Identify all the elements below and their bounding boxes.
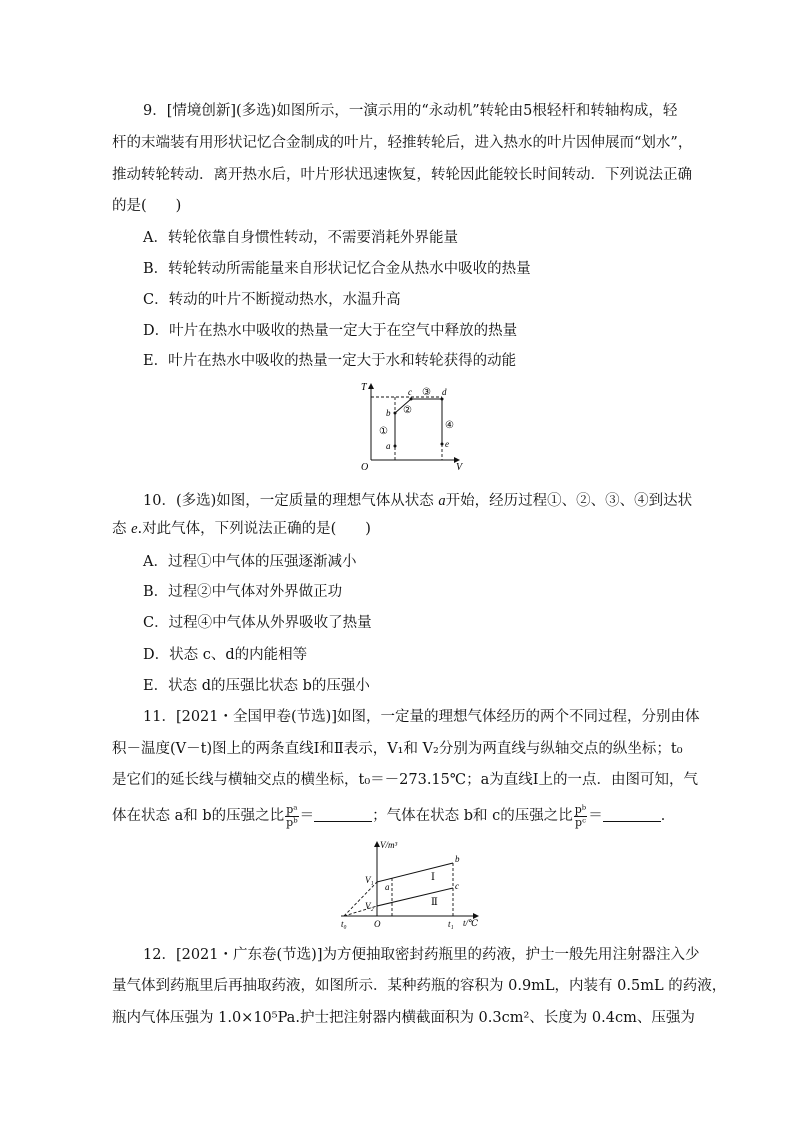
q10-line-1: 10．(多选)如图，一定质量的理想气体从状态 a开始，经历过程①、②、③、④到达状 xyxy=(143,493,693,509)
q11-line-3: 是它们的延长线与横轴交点的横坐标，t₀＝－273.15℃；a为直线Ⅰ上的一点．由图可知，气 xyxy=(112,772,698,788)
answer-blank-2[interactable] xyxy=(603,807,661,822)
q9-line-4: 的是( ) xyxy=(112,198,182,214)
q10-option-a: A．过程①中气体的压强逐渐减小 xyxy=(143,554,357,570)
label-point-c: c xyxy=(455,881,459,891)
label-process-1: ① xyxy=(379,426,388,437)
label-line-II: Ⅱ xyxy=(431,897,438,908)
q9-option-d: D．叶片在热水中吸收的热量一定大于在空气中释放的热量 xyxy=(143,323,518,339)
axis-label-t: T xyxy=(361,382,367,393)
q10-option-e: E．状态 d的压强比状态 b的压强小 xyxy=(143,678,370,694)
q9-option-e: E．叶片在热水中吸收的热量一定大于水和转轮获得的动能 xyxy=(143,353,517,369)
q10-option-b: B．过程②中气体对外界做正功 xyxy=(143,584,343,600)
label-process-2: ② xyxy=(403,405,412,416)
axis-label-v-m3: V/m³ xyxy=(380,840,398,850)
point-a-dot xyxy=(394,445,397,448)
label-a: a xyxy=(386,441,391,451)
tv-diagram xyxy=(352,378,477,474)
q12-line-1: 12．[2021・广东卷(节选)]为方便抽取密封药瓶里的药液，护士一般先用注射器注入少 xyxy=(143,947,700,963)
label-process-3: ③ xyxy=(422,387,431,398)
vt-diagram xyxy=(338,838,488,930)
q10-option-d: D．状态 c、d的内能相等 xyxy=(143,647,308,663)
point-d-dot xyxy=(441,398,444,401)
axis-label-t-c: t/℃ xyxy=(463,918,479,928)
label-point-a: a xyxy=(385,882,390,892)
q9-option-b: B．转轮转动所需能量来自形状记忆合金从热水中吸收的热量 xyxy=(143,261,531,277)
answer-blank-1[interactable] xyxy=(314,807,372,822)
label-d: d xyxy=(442,387,447,397)
q10-option-c: C．过程④中气体从外界吸收了热量 xyxy=(143,615,372,631)
q9-line-2: 杆的末端装有用形状记忆合金制成的叶片，轻推转轮后，进入热水的叶片因伸展而“划水”， xyxy=(112,135,693,151)
q9-option-a: A．转轮依靠自身惯性转动，不需要消耗外界能量 xyxy=(143,230,458,246)
q11-line-4: 体在状态 a和 b的压强之比 $\frac{\text{pᵃ}}{\text{pᵇ}}$ ＝ ；气体在状态 b和 c的压强之比 $\frac{\text{pᵇ}}{\text{pᶜ}}$ ＝ ． xyxy=(112,802,676,829)
label-v1: V₁ xyxy=(365,875,374,885)
point-b-dot xyxy=(394,412,397,415)
q12-line-2: 量气体到药瓶里后再抽取药液，如图所示．某种药瓶的容积为 0.9mL，内装有 0.5mL 的药液， xyxy=(112,978,727,994)
line-I xyxy=(377,863,453,882)
label-point-b: b xyxy=(455,854,460,864)
q9-line-1: 9．[情境创新](多选)如图所示，一演示用的“永动机”转轮由5根轻杆和转轴构成，轻 xyxy=(143,103,678,119)
q12-line-3: 瓶内气体压强为 1.0×10⁵Pa.护士把注射器内横截面积为 0.3cm²、长度为 0.4cm、压强为 xyxy=(112,1010,695,1026)
origin-label: O xyxy=(361,462,369,473)
label-t1: t₁ xyxy=(448,919,454,929)
q9-line-3: 推动转轮转动．离开热水后，叶片形状迅速恢复，转轮因此能较长时间转动．下列说法正确 xyxy=(112,167,692,183)
point-e-dot xyxy=(441,443,444,446)
label-process-4: ④ xyxy=(445,420,454,431)
q11-line-1: 11．[2021・全国甲卷(节选)]如图，一定量的理想气体经历的两个不同过程，分别由体 xyxy=(143,709,700,725)
origin-label: O xyxy=(374,919,381,929)
q11-line-2: 积－温度(V－t)图上的两条直线Ⅰ和Ⅱ表示，V₁和 V₂分别为两直线与纵轴交点的纵坐标；t₀ xyxy=(112,741,683,757)
pressure-ratio-ab: $\frac{\text{pᵃ}}{\text{pᵇ}}$ xyxy=(286,802,298,829)
point-c-dot xyxy=(410,398,413,401)
label-line-I: Ⅰ xyxy=(431,872,435,883)
pressure-ratio-bc: $\frac{\text{pᵇ}}{\text{pᶜ}}$ xyxy=(574,802,587,829)
axis-label-v: V xyxy=(456,462,463,473)
label-v2: V₂ xyxy=(365,901,374,911)
label-b: b xyxy=(386,408,391,418)
q10-line-2: 态 e.对此气体，下列说法正确的是( ) xyxy=(112,521,371,537)
label-e: e xyxy=(445,439,449,449)
label-c: c xyxy=(408,387,412,397)
label-t0: t₀ xyxy=(341,919,347,929)
q9-option-c: C．转动的叶片不断搅动热水，水温升高 xyxy=(143,292,401,308)
